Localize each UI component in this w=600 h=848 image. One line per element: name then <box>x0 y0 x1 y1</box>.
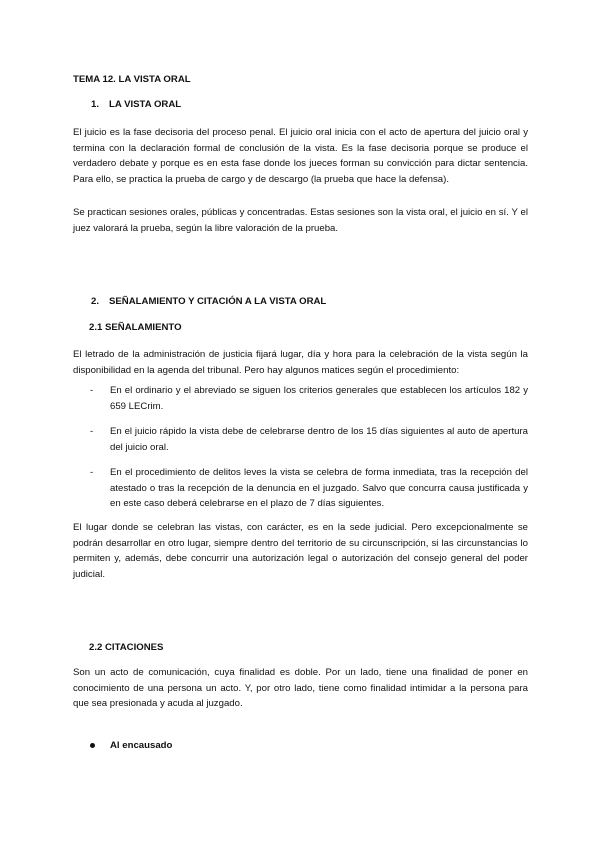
section-2-number: 2. <box>91 296 100 307</box>
bullet-item-3: En el procedimiento de delitos leves la vista se celebra de forma inmediata, tras la recepción del atestado o tras la recepción de la denuncia en el juzgado. Salvo que concurra causa justificada y en este caso deberá celebrarse en el plazo de 7 días siguientes. <box>110 467 528 510</box>
section-2-heading-text: SEÑALAMIENTO Y CITACIÓN A LA VISTA ORAL <box>109 296 327 307</box>
section-1-number: 1. <box>91 99 100 110</box>
section-1-paragraph-2: Se practican sesiones orales, públicas y concentradas. Estas sesiones son la vista oral, el juicio en sí. Y el juez valorará la prueba, según la libre valoración de la prueba. <box>73 207 528 234</box>
document-title: TEMA 12. LA VISTA ORAL <box>73 74 191 85</box>
bullet-item-encausado: Al encausado <box>110 740 173 751</box>
section-2-heading <box>91 294 531 310</box>
subsection-2-1-heading: 2.1 SEÑALAMIENTO <box>89 322 182 333</box>
section-2-paragraph-2: El lugar donde se celebran las vistas, con carácter, es en la sede judicial. Pero excepcionalmente se podrán desarrollar en otro lugar, siempre dentro del territorio de su circunscripción, si las circunstancias lo permiten y, además, debe concurrir una autorización legal o autorización del consejo general del poder judicial. <box>73 522 528 580</box>
bullet-item-2: En el juicio rápido la vista debe de celebrarse dentro de los 15 días siguientes al auto de apertura del juicio oral. <box>110 426 528 453</box>
bullet-dash-3: - <box>90 467 94 478</box>
bullet-dot <box>90 743 95 748</box>
section-1-heading-text: LA VISTA ORAL <box>109 99 182 110</box>
subsection-2-2-heading: 2.2 CITACIONES <box>89 642 164 653</box>
bullet-dash-1: - <box>90 385 94 396</box>
bullet-item-1: En el ordinario y el abreviado se siguen los criterios generales que establecen los artículos 182 y 659 LECrim. <box>110 385 528 412</box>
section-2-paragraph-3: Son un acto de comunicación, cuya finalidad es doble. Por un lado, tiene una finalidad de poner en conocimiento de una persona un acto. Y, por otro lado, tiene como finalidad intimidar a la persona para que sea presionada y acuda al juzgado. <box>73 667 528 710</box>
section-1-heading <box>91 97 531 113</box>
section-1-paragraph-1: El juicio es la fase decisoria del proceso penal. El juicio oral inicia con el acto de apertura del juicio oral y termina con la declaración formal de conclusión de la vista. Es la fase decisoria porque se produce el verdadero debate y porque es en esta fase donde los jueces forman su convicción para dictar sentencia. Para ello, se practica la prueba de cargo y de descargo (la prueba que hace la defensa). <box>73 127 528 185</box>
section-2-paragraph-1: El letrado de la administración de justicia fijará lugar, día y hora para la celebración de la vista según la disponibilidad en la agenda del tribunal. Pero hay algunos matices según el procedimiento: <box>73 349 528 376</box>
bullet-dash-2: - <box>90 426 94 437</box>
